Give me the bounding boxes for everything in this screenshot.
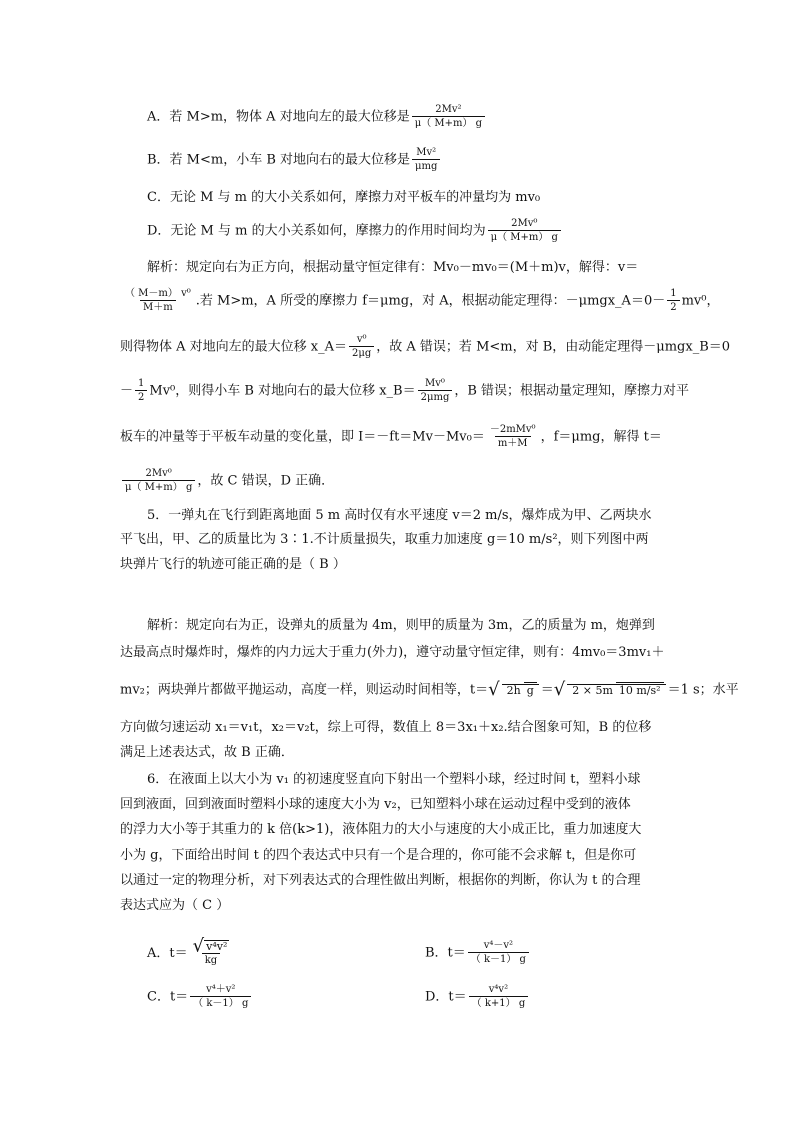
q4-a-den: μ（ M+m） g bbox=[412, 116, 485, 130]
q4-sol-v-den: M＋m bbox=[140, 300, 176, 314]
q5-solution-line4: 方向做匀速运动 x₁＝v₁t，x₂＝v₂t，综上可得，数值上 8＝3x₁＋x₂.结合图象可知，B 的位移 bbox=[120, 720, 652, 735]
q6-a-num-wrap bbox=[190, 935, 233, 957]
q4-a-fraction bbox=[412, 104, 485, 130]
q6-b-den: （ k－1） g bbox=[468, 952, 529, 966]
q5-sol-sqrt1-num: 2h bbox=[506, 683, 521, 697]
q6-c-pre: C．t＝ bbox=[147, 989, 189, 1005]
q6-c-num: v⁴＋v² bbox=[206, 984, 236, 995]
q6-c-fraction bbox=[190, 984, 251, 1010]
q4-sol-l4-post: ，B 错误；根据动量定理知，摩擦力对平 bbox=[454, 383, 690, 399]
q6-d-pre: D．t＝ bbox=[425, 989, 467, 1005]
q4-d-den: μ（ M+m） g bbox=[488, 230, 561, 244]
q6-option-c bbox=[147, 984, 253, 1010]
q4-sol-half-2-den: 2 bbox=[135, 390, 147, 404]
q6-b-pre: B．t＝ bbox=[425, 945, 466, 961]
q5-solution-line2: 达最高点时爆炸时，爆炸的内力远大于重力(外力)，遵守动量守恒定律，则有：4mv₀＝3mv₁＋ bbox=[120, 645, 665, 660]
q6-c-den: （ k－1） g bbox=[190, 996, 251, 1010]
sqrt-icon: √ bbox=[192, 935, 205, 957]
q4-sol-t-fraction bbox=[122, 468, 195, 494]
q4-sol-half-2-num: 1 bbox=[138, 378, 145, 389]
q4-option-a bbox=[147, 104, 487, 130]
q5-sol-l3-pre: mv₂；两块弹片都做平抛运动，高度一样，则运动时间相等，t＝ bbox=[120, 682, 489, 698]
q5-sol-sqrt1 bbox=[502, 684, 539, 697]
q6-a-den: kg bbox=[202, 953, 220, 967]
q4-b-num: Mv² bbox=[416, 147, 437, 158]
q4-sol-xa-fraction bbox=[349, 334, 374, 360]
q4-sol-xb-den: 2μmg bbox=[418, 390, 453, 404]
sqrt-icon: √ bbox=[553, 679, 566, 700]
q4-sol-half-1-den: 2 bbox=[667, 300, 679, 314]
q4-sol-l4-mid: Mv⁰，则得小车 B 对地向右的最大位移 x_B＝ bbox=[149, 383, 416, 399]
q6-d-den: （ k+1） g bbox=[469, 996, 529, 1010]
q4-a-num: 2Mv² bbox=[435, 104, 462, 115]
q5-solution-line3 bbox=[120, 680, 739, 701]
q4-sol-xb-num: Mv⁰ bbox=[425, 378, 445, 389]
q4-b-den: μmg bbox=[412, 159, 440, 173]
q6-option-b bbox=[425, 940, 531, 966]
q5-sol-eq: ＝ bbox=[540, 682, 554, 698]
q4-a-text: A．若 M>m，物体 A 对地向左的最大位移是 bbox=[147, 109, 410, 125]
q4-d-num: 2Mv⁰ bbox=[511, 218, 538, 229]
q4-sol-v-fraction bbox=[122, 288, 194, 314]
q4-sol-l3-pre: 则得物体 A 对地向左的最大位移 x_A＝ bbox=[120, 339, 348, 355]
q4-sol-l6-post: ，故 C 错误，D 正确． bbox=[197, 473, 335, 489]
q5-sol-l3-post: ＝1 s；水平 bbox=[667, 682, 739, 698]
q4-sol-xb-fraction bbox=[418, 378, 453, 404]
q4-b-fraction bbox=[412, 147, 440, 173]
q4-solution-line3 bbox=[120, 334, 730, 360]
q4-sol-l3-post: ，故 A 错误；若 M<m，对 B，由动能定理得－μmgx_B＝0 bbox=[376, 339, 731, 355]
q6-option-a bbox=[147, 935, 234, 967]
q6-a-num: v⁴v² bbox=[206, 940, 228, 953]
q5-sol-sqrt1-den: g bbox=[524, 682, 537, 697]
q4-sol-i-den: m＋M bbox=[495, 436, 531, 450]
q4-sol-l4-pre: － bbox=[120, 383, 134, 399]
q5-sol-sqrt2 bbox=[567, 684, 665, 697]
q4-sol-v-num: （ M－m） v⁰ bbox=[125, 288, 191, 299]
q4-sol-l2-end: mv⁰， bbox=[681, 293, 720, 309]
q6-option-d bbox=[425, 984, 530, 1010]
q5-line1: 5．一弹丸在飞行到距离地面 5 m 高时仅有水平速度 v＝2 m/s，爆炸成为甲、乙两块水 bbox=[147, 508, 652, 523]
q6-b-fraction bbox=[468, 940, 529, 966]
q6-line2: 回到液面，回到液面时塑料小球的速度大小为 v₂，已知塑料小球在运动过程中受到的液体 bbox=[120, 797, 631, 812]
q4-sol-i-fraction bbox=[487, 424, 539, 450]
q6-b-num: v⁴－v² bbox=[483, 940, 514, 951]
q6-a-pre: A．t＝ bbox=[147, 946, 188, 961]
q6-line5: 以通过一定的物理分析，对下列表达式的合理性做出判断，根据你的判断，你认为 t 的合理 bbox=[120, 873, 641, 888]
q6-line1: 6．在液面上以大小为 v₁ 的初速度竖直向下射出一个塑料小球，经过时间 t，塑料小球 bbox=[147, 772, 641, 787]
q4-solution-line4 bbox=[120, 378, 689, 404]
q4-sol-xa-num: v⁰ bbox=[356, 334, 367, 345]
q4-option-c: C．无论 M 与 m 的大小关系如何，摩擦力对平板车的冲量均为 mv₀ bbox=[147, 190, 541, 205]
q4-d-text: D．无论 M 与 m 的大小关系如何，摩擦力的作用时间均为 bbox=[147, 223, 486, 239]
q4-solution-line1: 解析：规定向右为正方向，根据动量守恒定律有：Mv₀－mv₀＝(M＋m)v，解得：v＝ bbox=[147, 260, 639, 275]
q4-solution-line2 bbox=[120, 288, 719, 314]
q4-sol-l5-post: ，f＝μmg，解得 t＝ bbox=[540, 429, 662, 445]
q6-line6: 表达式应为（ C ） bbox=[120, 898, 230, 913]
q4-sol-half-1 bbox=[667, 288, 679, 314]
q5-solution-line1: 解析：规定向右为正，设弹丸的质量为 4m，则甲的质量为 3m，乙的质量为 m，炮弹到 bbox=[147, 618, 655, 633]
q4-solution-line5 bbox=[120, 424, 662, 450]
q4-sol-half-2 bbox=[135, 378, 147, 404]
q4-b-text: B．若 M<m，小车 B 对地向右的最大位移是 bbox=[147, 152, 411, 168]
q4-sol-l2-text: .若 M>m，A 所受的摩擦力 f＝μmg，对 A，根据动能定理得：－μmgx_A＝0－ bbox=[195, 293, 666, 309]
q4-sol-i-num: －2mMv⁰ bbox=[489, 424, 536, 435]
q4-sol-t-num: 2Mv⁰ bbox=[145, 468, 172, 479]
q6-a-fraction bbox=[190, 935, 233, 967]
q5-sol-sqrt2-num: 2 × 5m bbox=[572, 683, 613, 697]
q4-sol-xa-den: 2μg bbox=[349, 346, 374, 360]
q4-solution-line6 bbox=[120, 468, 334, 494]
q4-sol-half-1-num: 1 bbox=[670, 288, 677, 299]
q4-sol-l5-pre: 板车的冲量等于平板车动量的变化量，即 I＝－ft＝Mv－Mv₀＝ bbox=[120, 429, 485, 445]
q4-option-b bbox=[147, 147, 442, 173]
q5-line2: 平飞出，甲、乙的质量比为 3∶1.不计质量损失，取重力加速度 g＝10 m/s²，则下列图中两 bbox=[120, 532, 649, 547]
q5-solution-line5: 满足上述表达式，故 B 正确． bbox=[120, 745, 294, 760]
q5-line3: 块弹片飞行的轨迹可能正确的是（ B ） bbox=[120, 557, 346, 572]
q6-d-fraction bbox=[469, 984, 529, 1010]
q4-sol-t-den: μ（ M+m） g bbox=[122, 480, 195, 494]
q6-d-num: v⁴v² bbox=[488, 984, 509, 995]
sqrt-icon: √ bbox=[488, 679, 500, 700]
q4-d-fraction bbox=[488, 218, 561, 244]
q4-option-d bbox=[147, 218, 563, 244]
q5-sol-sqrt2-den: 10 m/s² bbox=[616, 682, 664, 697]
q6-line3: 的浮力大小等于其重力的 k 倍(k>1)，液体阻力的大小与速度的大小成正比，重力加速度大 bbox=[120, 822, 642, 837]
q6-line4: 小为 g，下面给出时间 t 的四个表达式中只有一个是合理的，你可能不会求解 t，但是你可 bbox=[120, 848, 637, 863]
